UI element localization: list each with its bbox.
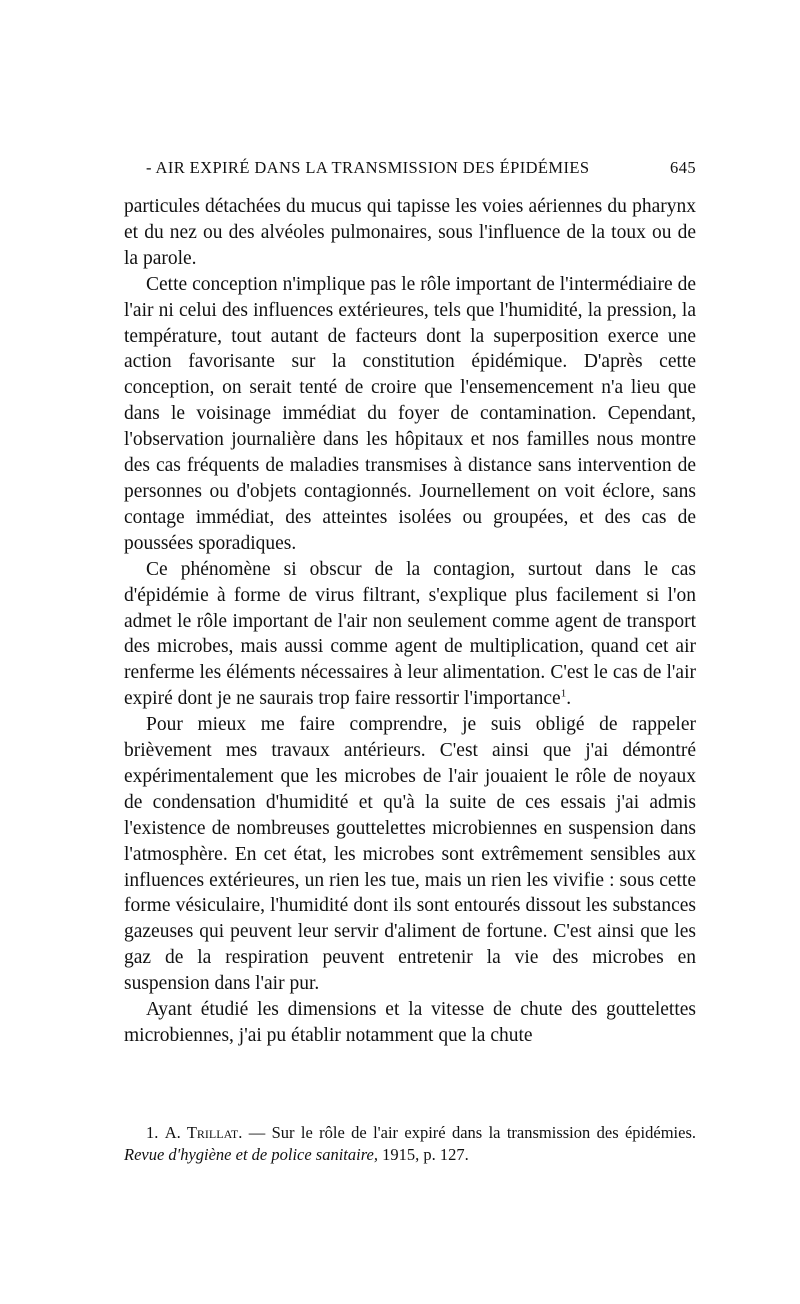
paragraph-4: Pour mieux me faire comprendre, je suis obligé de rappeler brièvement mes travaux antérieurs. C'est ainsi que j'ai démontré expérimentalement que les microbes de l'air jouaient le rôle de noyaux de condensation d'humidité et qu'à la suite de ces essais j'ai admis l'existence de nombreuses gouttelettes microbiennes en suspension dans l'atmosphère. En cet état, les microbes sont extrêmement sensibles aux influences extérieures, un rien les tue, mais un rien les vivifie : sous cette forme vésiculaire, l'humidité dont ils sont entourés dissout les substances gazeuses qui peuvent leur servir d'aliment de fortune. C'est ainsi que les gaz de la respiration peuvent entretenir la vie des microbes en suspension dans l'air pur. (124, 714, 696, 995)
paragraph-3-text: Ce phénomène si obscur de la contagion, surtout dans le cas d'épidémie à forme de virus filtrant, s'explique plus facilement si l'on admet le rôle important de l'air non seulement comme agent de transport des microbes, mais aussi comme agent de multiplication, quand cet air renferme les éléments nécessaires à leur alimentation. C'est le cas de l'air expiré dont je ne saurais trop faire ressortir l'importance (124, 558, 696, 710)
running-head (124, 158, 696, 182)
footnote-journal: Revue d'hygiène et de police sanitaire, (124, 1145, 378, 1164)
paragraph-5: Ayant étudié les dimensions et la vitesse de chute des gouttelettes microbiennes, j'ai pu établir notamment que la chute (124, 999, 696, 1046)
paragraph-1: particules détachées du mucus qui tapisse les voies aériennes du pharynx et du nez ou des alvéoles pulmonaires, sous l'influence de la toux ou de la parole. (124, 196, 696, 269)
paragraph-2: Cette conception n'implique pas le rôle important de l'intermédiaire de l'air ni celui des influences extérieures, tels que l'humidité, la pression, la température, tout autant de facteurs dont la superposition exerce une action favorisante sur la constitution épidémique. D'après cette conception, on serait tenté de croire que l'ensemencement n'a lieu que dans le voisinage immédiat du foyer de contamination. Cependant, l'observation journalière dans les hôpitaux et nos familles nous montre des cas fréquents de maladies transmises à distance sans intervention de personnes ou d'objets contagionnés. Journellement on voit éclore, sans contage immédiat, des atteintes isolées ou groupées, et des cas de poussées sporadiques. (124, 273, 696, 554)
running-title: - AIR EXPIRÉ DANS LA TRANSMISSION DES ÉPIDÉMIES (146, 158, 590, 177)
page-number: 645 (670, 158, 696, 177)
footnote-citation: 1915, p. 127. (382, 1145, 469, 1164)
footnote (124, 1122, 696, 1166)
paragraph-3 (124, 557, 696, 712)
body-text (124, 194, 696, 1049)
footnote-reference: 1 (560, 687, 567, 700)
footnote-text: — Sur le rôle de l'air expiré dans la transmission des épidémies. (248, 1123, 696, 1142)
footnote-number: 1. (146, 1123, 159, 1142)
footnote-author: A. Trillat. (164, 1123, 243, 1142)
paragraph-3-end: . (566, 688, 572, 710)
